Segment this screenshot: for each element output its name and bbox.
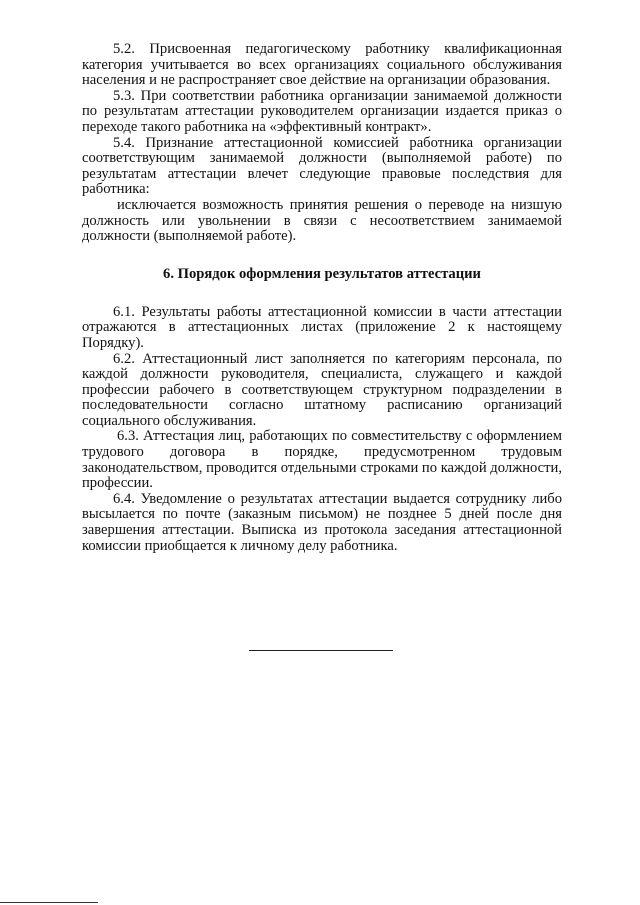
- paragraph-6-1: 6.1. Результаты работы аттестационной комиссии в части аттестации отражаются в аттестационных листах (приложение 2 к настоящему Порядку).: [82, 303, 562, 351]
- paragraph-5-3: 5.3. При соответствии работника организации занимаемой должности по результатам аттестации руководителем организации издается приказ о переходе такого работника на «эффективный контракт».: [82, 87, 562, 135]
- section-6-heading: 6. Порядок оформления результатов аттестации: [163, 265, 481, 282]
- paragraph-6-4: 6.4. Уведомление о результатах аттестации выдается сотруднику либо высылается по почте (заказным письмом) не позднее 5 дней после дня завершения аттестации. Выписка из протокола заседания аттестационной комиссии приобщается к личному делу работника.: [82, 490, 562, 554]
- end-of-document-rule: [249, 650, 393, 651]
- page-edge-line: [0, 902, 98, 903]
- document-page: [82, 42, 562, 554]
- paragraph-6-2: 6.2. Аттестационный лист заполняется по категориям персонала, по каждой должности руководителя, специалиста, служащего и каждой профессии рабочего в соответствующем структурном подразделении в последовательности согласно штатному расписанию организаций социального обслуживания.: [82, 350, 562, 429]
- paragraph-5-4-consequence: исключается возможность принятия решения о переводе на низшую должность или увольнении в связи с несоответствием занимаемой должности (выполняемой работе).: [82, 196, 562, 245]
- paragraph-5-4: 5.4. Признание аттестационной комиссией работника организации соответствующим занимаемой должности (выполняемой работе) по результатам аттестации влечет следующие правовые последствия для работника:: [82, 134, 562, 198]
- paragraph-6-3: 6.3. Аттестация лиц, работающих по совместительству с оформлением трудового договора в порядке, предусмотренном трудовым законодательством, проводится отдельными строками по каждой должности, профессии.: [82, 428, 562, 492]
- paragraph-5-2: 5.2. Присвоенная педагогическому работнику квалификационная категория учитывается во всех организациях социального обслуживания населения и не распространяет свое действие на организации образования.: [82, 41, 562, 89]
